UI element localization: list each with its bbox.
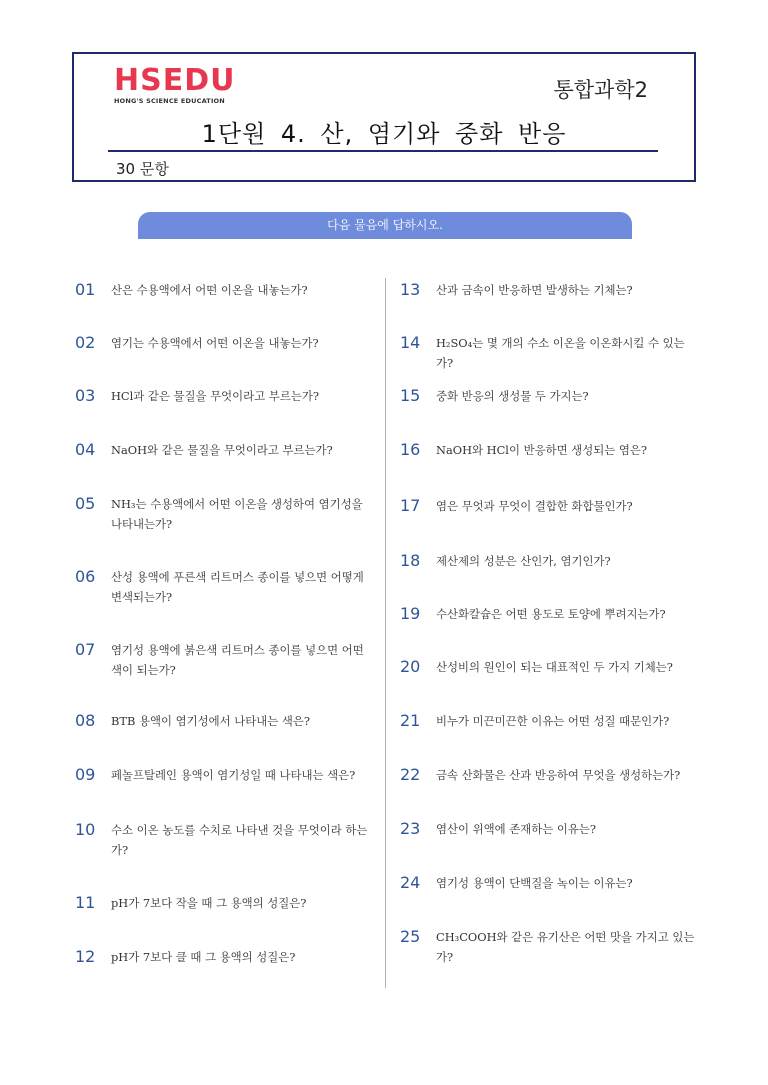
question-text: NaOH와 HCl이 반응하면 생성되는 염은? (436, 443, 647, 457)
column-divider (385, 278, 386, 988)
question-item (75, 948, 375, 967)
question-number: 10 (75, 820, 96, 839)
question-number: 21 (400, 711, 421, 730)
question-number: 16 (400, 440, 421, 459)
question-text: 염산이 위액에 존재하는 이유는? (436, 822, 597, 836)
question-item (75, 766, 375, 785)
question-text: CH₃COOH와 같은 유기산은 어떤 맛을 가지고 있는가? (436, 930, 695, 964)
question-text: 염기는 수용액에서 어떤 이온을 내놓는가? (111, 336, 319, 350)
question-number: 04 (75, 440, 96, 459)
question-text: NH₃는 수용액에서 어떤 이온을 생성하여 염기성을 나타내는가? (111, 497, 363, 531)
question-item (75, 894, 375, 913)
question-text: 염기성 용액이 단백질을 녹이는 이유는? (436, 876, 633, 890)
question-text: 염기성 용액에 붉은색 리트머스 종이를 넣으면 어떤 색이 되는가? (111, 643, 364, 677)
unit-title: 1단원 4. 산, 염기와 중화 반응 (201, 120, 567, 148)
question-number: 13 (400, 280, 421, 299)
question-number: 17 (400, 496, 421, 515)
question-count: 30 문항 (116, 160, 169, 178)
question-item (400, 441, 700, 460)
question-number: 20 (400, 657, 421, 676)
logo-subtitle: HONG'S SCIENCE EDUCATION (114, 97, 225, 105)
question-text: 산은 수용액에서 어떤 이온을 내놓는가? (111, 283, 308, 297)
question-text: 금속 산화물은 산과 반응하여 무엇을 생성하는가? (436, 768, 681, 782)
question-item (75, 387, 375, 406)
question-item (400, 820, 700, 839)
question-number: 18 (400, 551, 421, 570)
question-item (400, 712, 700, 731)
question-number: 19 (400, 604, 421, 623)
question-item (75, 641, 375, 680)
question-number: 09 (75, 765, 96, 784)
header-box (72, 52, 696, 182)
question-text: 산과 금속이 반응하면 발생하는 기체는? (436, 283, 633, 297)
question-text: NaOH와 같은 물질을 무엇이라고 부르는가? (111, 443, 333, 457)
question-text: 제산제의 성분은 산인가, 염기인가? (436, 554, 611, 568)
question-text: pH가 7보다 클 때 그 용액의 성질은? (111, 950, 296, 964)
question-item (400, 552, 700, 571)
question-number: 12 (75, 947, 96, 966)
question-item (75, 712, 375, 731)
question-number: 11 (75, 893, 96, 912)
question-item (400, 334, 700, 373)
question-text: 중화 반응의 생성물 두 가지는? (436, 389, 589, 403)
instruction-banner: 다음 물음에 답하시오. (138, 212, 632, 239)
question-item (400, 766, 700, 785)
question-text: 염은 무엇과 무엇이 결합한 화합물인가? (436, 499, 633, 513)
question-item (75, 441, 375, 460)
question-item (400, 928, 700, 967)
question-text: BTB 용액이 염기성에서 나타내는 색은? (111, 714, 310, 728)
question-number: 01 (75, 280, 96, 299)
question-item (400, 658, 700, 677)
question-number: 08 (75, 711, 96, 730)
question-text: 페놀프탈레인 용액이 염기성일 때 나타내는 색은? (111, 768, 356, 782)
question-text: HCl과 같은 물질을 무엇이라고 부르는가? (111, 389, 319, 403)
question-item (75, 568, 375, 607)
hsedu-logo (114, 63, 236, 105)
title-underline (108, 150, 658, 152)
question-number: 25 (400, 927, 421, 946)
question-number: 05 (75, 494, 96, 513)
question-text: pH가 7보다 작을 때 그 용액의 성질은? (111, 896, 307, 910)
question-number: 24 (400, 873, 421, 892)
question-text: 비누가 미끈미끈한 이유는 어떤 성질 때문인가? (436, 714, 670, 728)
question-text: 수소 이온 농도를 수치로 나타낸 것을 무엇이라 하는가? (111, 823, 368, 857)
question-text: 수산화칼슘은 어떤 용도로 토양에 뿌려지는가? (436, 607, 666, 621)
question-number: 15 (400, 386, 421, 405)
question-number: 23 (400, 819, 421, 838)
question-number: 02 (75, 333, 96, 352)
question-item (75, 281, 375, 300)
question-item (400, 874, 700, 893)
question-item (75, 821, 375, 860)
question-item (400, 281, 700, 300)
question-item (75, 334, 375, 353)
logo-mark: HSEDU (114, 63, 236, 98)
question-text: H₂SO₄는 몇 개의 수소 이온을 이온화시킬 수 있는가? (436, 336, 685, 370)
question-number: 03 (75, 386, 96, 405)
question-item (75, 495, 375, 534)
subject-title: 통합과학2 (553, 78, 648, 102)
question-number: 06 (75, 567, 96, 586)
question-item (400, 497, 700, 516)
question-number: 14 (400, 333, 421, 352)
question-number: 22 (400, 765, 421, 784)
question-item (400, 605, 700, 624)
question-item (400, 387, 700, 406)
question-number: 07 (75, 640, 96, 659)
question-text: 산성 용액에 푸른색 리트머스 종이를 넣으면 어떻게 변색되는가? (111, 570, 364, 604)
question-text: 산성비의 원인이 되는 대표적인 두 가지 기체는? (436, 660, 673, 674)
